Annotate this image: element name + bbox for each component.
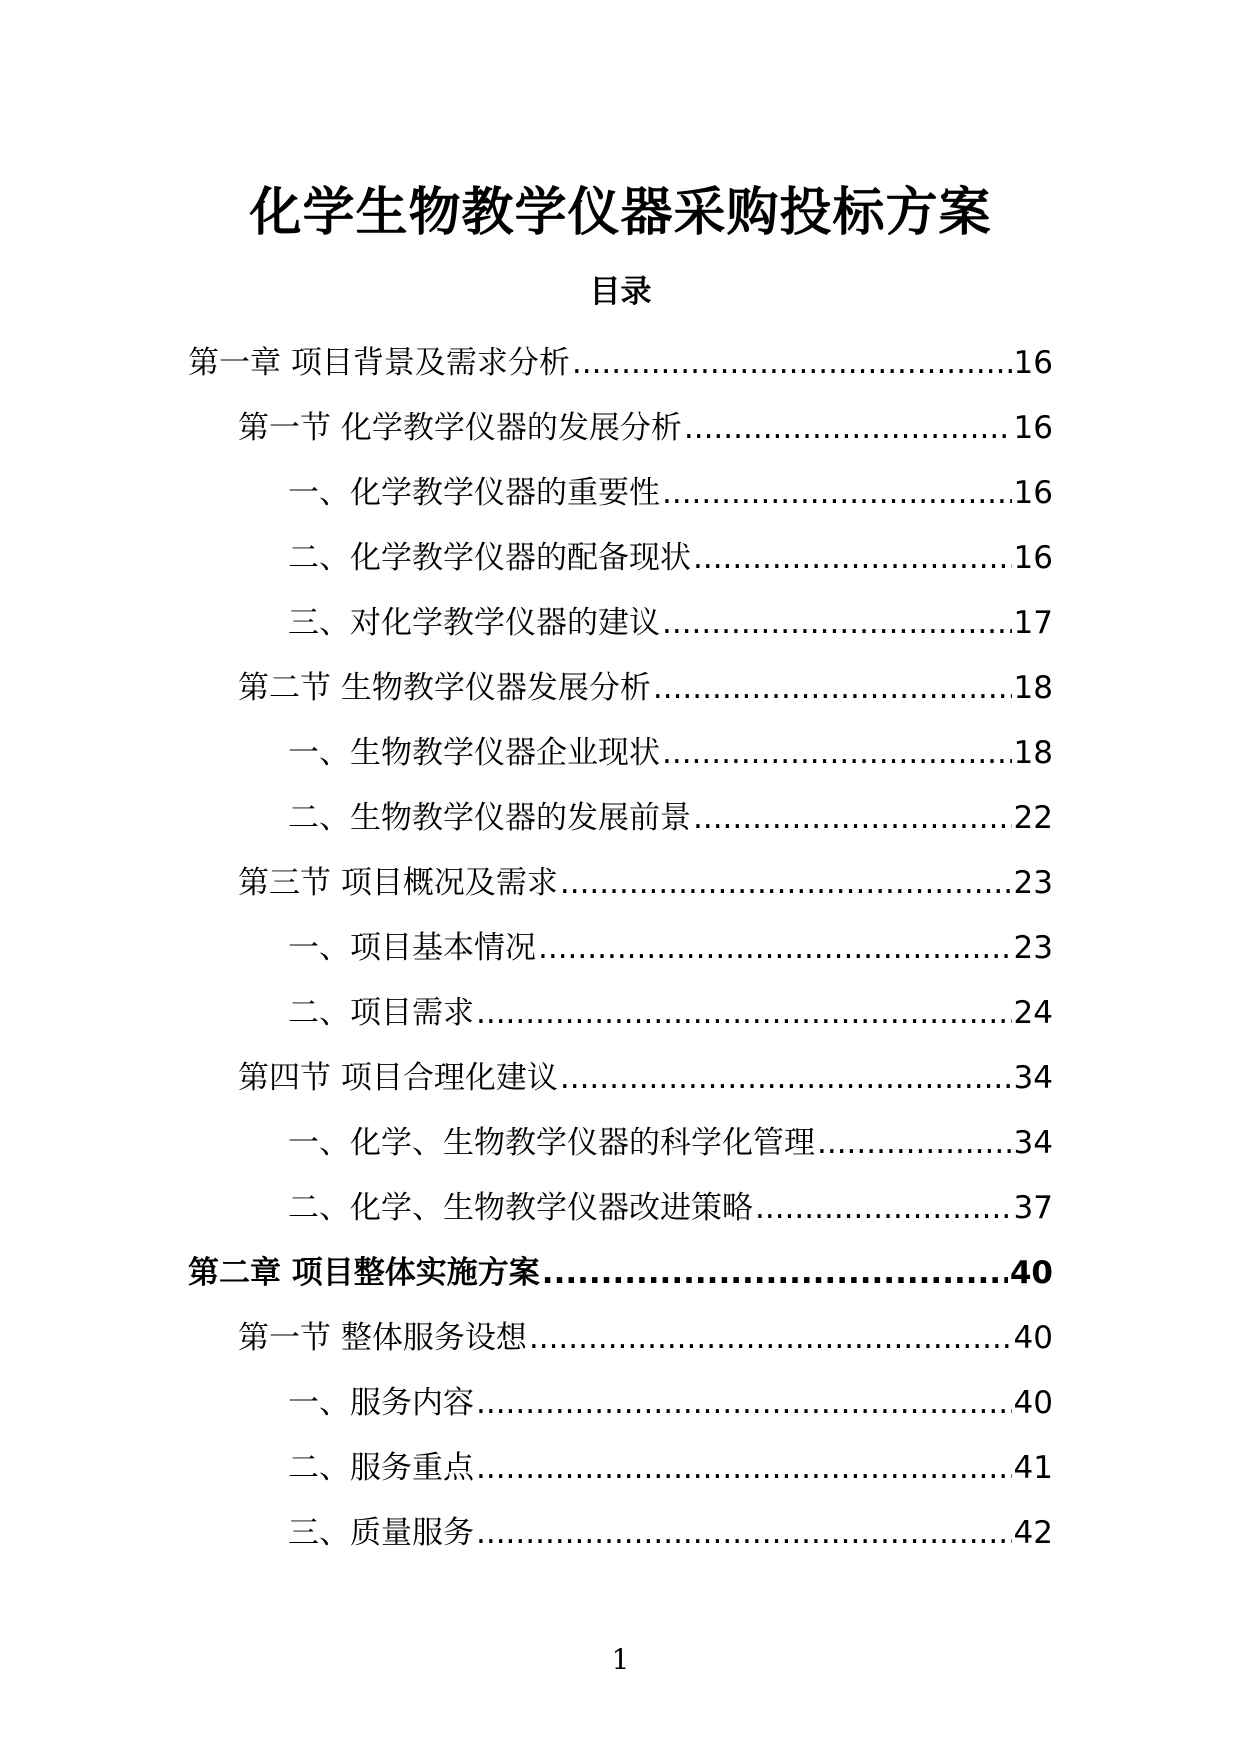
toc-dot-leader — [476, 1513, 1012, 1553]
toc-dot-leader — [538, 928, 1012, 968]
toc-entry-text: 一、化学、生物教学仪器的科学化管理 — [288, 1124, 815, 1161]
toc-page-number: 34 — [1013, 1059, 1053, 1096]
toc-entry-text: 一、生物教学仪器企业现状 — [288, 734, 660, 771]
toc-entry-subsection[interactable] — [0, 915, 1241, 980]
toc-entry-subsection[interactable] — [0, 720, 1241, 785]
toc-page-number: 18 — [1013, 734, 1053, 771]
toc-entry-section[interactable] — [0, 655, 1241, 720]
toc-page-number: 16 — [1013, 474, 1053, 511]
toc-entry-subsection[interactable] — [0, 525, 1241, 590]
toc-dot-leader — [529, 1318, 1012, 1358]
toc-entry-text: 二、项目需求 — [288, 994, 474, 1031]
toc-page-number: 40 — [1013, 1319, 1053, 1356]
toc-page-number: 16 — [1013, 409, 1053, 446]
toc-entry-text: 第一节 整体服务设想 — [238, 1319, 527, 1356]
toc-entry-text: 三、对化学教学仪器的建议 — [288, 604, 660, 641]
toc-entry-section[interactable] — [0, 395, 1241, 460]
toc-page-number: 17 — [1013, 604, 1053, 641]
toc-page-number: 40 — [1009, 1254, 1053, 1291]
toc-page-number: 37 — [1013, 1189, 1053, 1226]
toc-dot-leader — [662, 733, 1012, 773]
toc-entry-subsection[interactable] — [0, 590, 1241, 655]
toc-entry-text: 第二章 项目整体实施方案 — [188, 1254, 540, 1291]
toc-page-number: 40 — [1013, 1384, 1053, 1421]
toc-page-number: 16 — [1013, 344, 1053, 381]
toc-entry-subsection[interactable] — [0, 785, 1241, 850]
toc-dot-leader — [693, 538, 1012, 578]
toc-page-number: 18 — [1013, 669, 1053, 706]
toc-dot-leader — [662, 473, 1012, 513]
toc-dot-leader — [684, 408, 1012, 448]
toc-entry-text: 一、服务内容 — [288, 1384, 474, 1421]
toc-page-number: 16 — [1013, 539, 1053, 576]
toc-page-number: 41 — [1013, 1449, 1053, 1486]
toc-dot-leader — [572, 343, 1012, 383]
page-number: 1 — [611, 1643, 630, 1676]
toc-entry-section[interactable] — [0, 1045, 1241, 1110]
toc-entry-subsection[interactable] — [0, 1370, 1241, 1435]
toc-dot-leader — [542, 1253, 1008, 1293]
toc-entry-subsection[interactable] — [0, 1110, 1241, 1175]
toc-dot-leader — [662, 603, 1012, 643]
toc-entry-chapter-2[interactable] — [0, 1240, 1241, 1305]
toc-entry-subsection[interactable] — [0, 460, 1241, 525]
toc-page-number: 22 — [1013, 799, 1053, 836]
toc-dot-leader — [476, 1448, 1012, 1488]
toc-entry-text: 第一章 项目背景及需求分析 — [188, 344, 570, 381]
toc-entry-subsection[interactable] — [0, 1435, 1241, 1500]
toc-dot-leader — [755, 1188, 1012, 1228]
toc-entry-text: 第二节 生物教学仪器发展分析 — [238, 669, 651, 706]
toc-entry-subsection[interactable] — [0, 1175, 1241, 1240]
toc-dot-leader — [653, 668, 1012, 708]
toc-entry-text: 三、质量服务 — [288, 1514, 474, 1551]
table-of-contents — [0, 330, 1241, 1565]
toc-page-number: 23 — [1013, 929, 1053, 966]
toc-entry-subsection[interactable] — [0, 980, 1241, 1045]
toc-dot-leader — [476, 993, 1012, 1033]
toc-entry-text: 二、服务重点 — [288, 1449, 474, 1486]
toc-entry-section[interactable] — [0, 850, 1241, 915]
toc-entry-text: 二、化学、生物教学仪器改进策略 — [288, 1189, 753, 1226]
toc-entry-text: 一、项目基本情况 — [288, 929, 536, 966]
toc-dot-leader — [560, 863, 1012, 903]
toc-page-number: 42 — [1013, 1514, 1053, 1551]
toc-entry-text: 第三节 项目概况及需求 — [238, 864, 558, 901]
toc-entry-section[interactable] — [0, 1305, 1241, 1370]
toc-dot-leader — [560, 1058, 1012, 1098]
toc-entry-chapter-1[interactable] — [0, 330, 1241, 395]
toc-dot-leader — [817, 1123, 1012, 1163]
toc-entry-subsection[interactable] — [0, 1500, 1241, 1565]
toc-heading: 目录 — [589, 274, 652, 310]
toc-dot-leader — [476, 1383, 1012, 1423]
toc-entry-text: 二、生物教学仪器的发展前景 — [288, 799, 691, 836]
toc-page-number: 23 — [1013, 864, 1053, 901]
toc-entry-text: 二、化学教学仪器的配备现状 — [288, 539, 691, 576]
toc-entry-text: 第四节 项目合理化建议 — [238, 1059, 558, 1096]
toc-page-number: 24 — [1013, 994, 1053, 1031]
toc-dot-leader — [693, 798, 1012, 838]
toc-entry-text: 第一节 化学教学仪器的发展分析 — [238, 409, 682, 446]
toc-entry-text: 一、化学教学仪器的重要性 — [288, 474, 660, 511]
document-title: 化学生物教学仪器采购投标方案 — [249, 183, 992, 243]
toc-page-number: 34 — [1013, 1124, 1053, 1161]
